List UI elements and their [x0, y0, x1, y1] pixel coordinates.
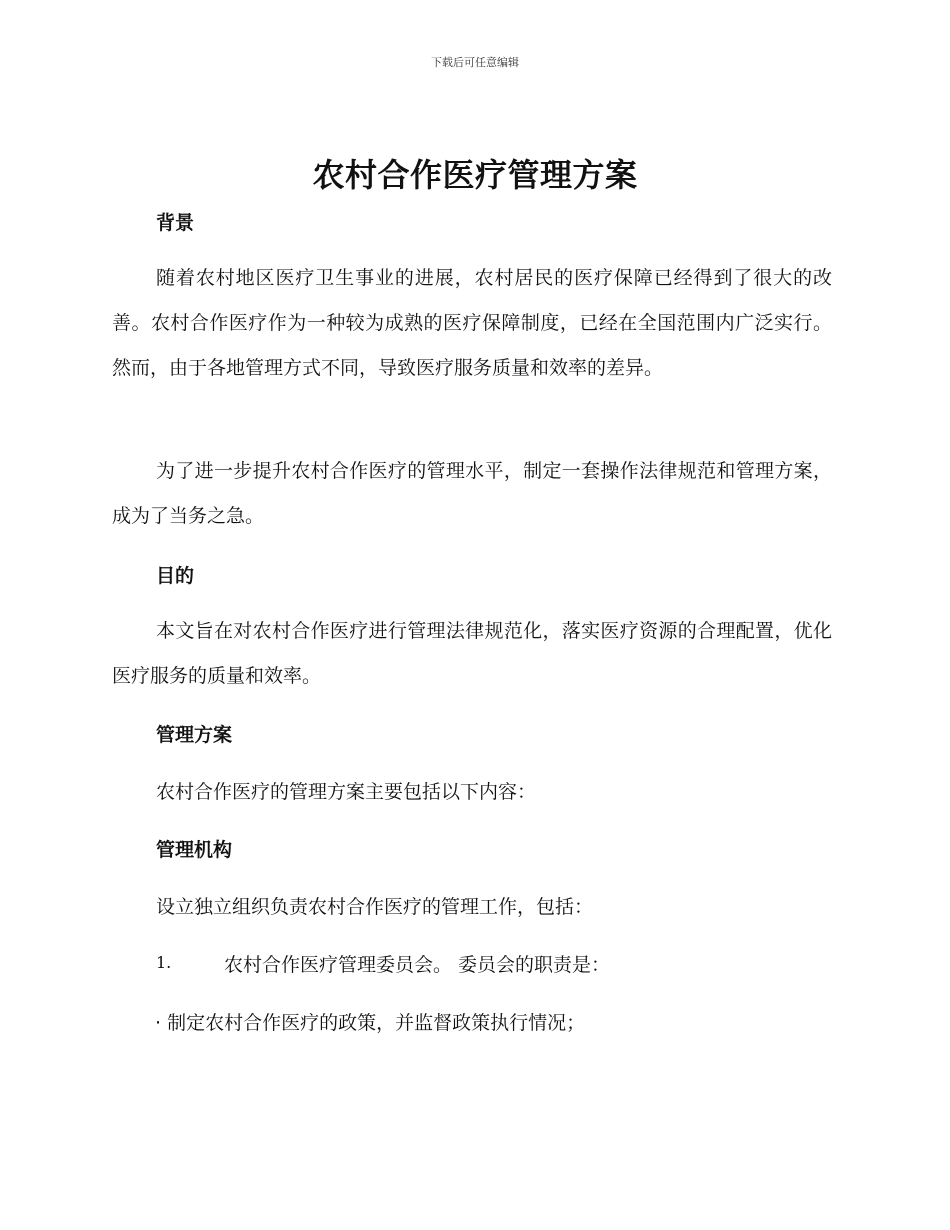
section-heading-plan: 管理方案	[156, 724, 233, 746]
list-number: 1.	[156, 953, 172, 972]
bullet-item: · 制定农村合作医疗的政策，并监督政策执行情况；	[155, 1012, 586, 1034]
organization-intro: 设立独立组织负责农村合作医疗的管理工作，包括：	[156, 896, 594, 918]
paragraph-purpose: 本文旨在对农村合作医疗进行管理法律规范化，落实医疗资源的合理配置，优化医疗服务的质量和效率。	[112, 620, 832, 687]
plan-intro: 农村合作医疗的管理方案主要包括以下内容：	[156, 781, 537, 803]
header-note: 下载后可任意编辑	[431, 56, 519, 69]
paragraph-background-1: 随着农村地区医疗卫生事业的进展，农村居民的医疗保障已经得到了很大的改善。农村合作医疗作为一种较为成熟的医疗保障制度，已经在全国范围内广泛实行。然而，由于各地管理方式不同，导致医疗服务质量和效率的差异。	[112, 267, 832, 379]
document-title: 农村合作医疗管理方案	[312, 156, 638, 194]
section-heading-organization: 管理机构	[156, 839, 233, 861]
section-heading-purpose: 目的	[156, 565, 195, 587]
list-text: 农村合作医疗管理委员会。 委员会的职责是：	[224, 954, 611, 976]
paragraph-background-2: 为了进一步提升农村合作医疗的管理水平，制定一套操作法律规范和管理方案，成为了当务之急。	[112, 460, 832, 527]
section-heading-background: 背景	[156, 212, 195, 234]
